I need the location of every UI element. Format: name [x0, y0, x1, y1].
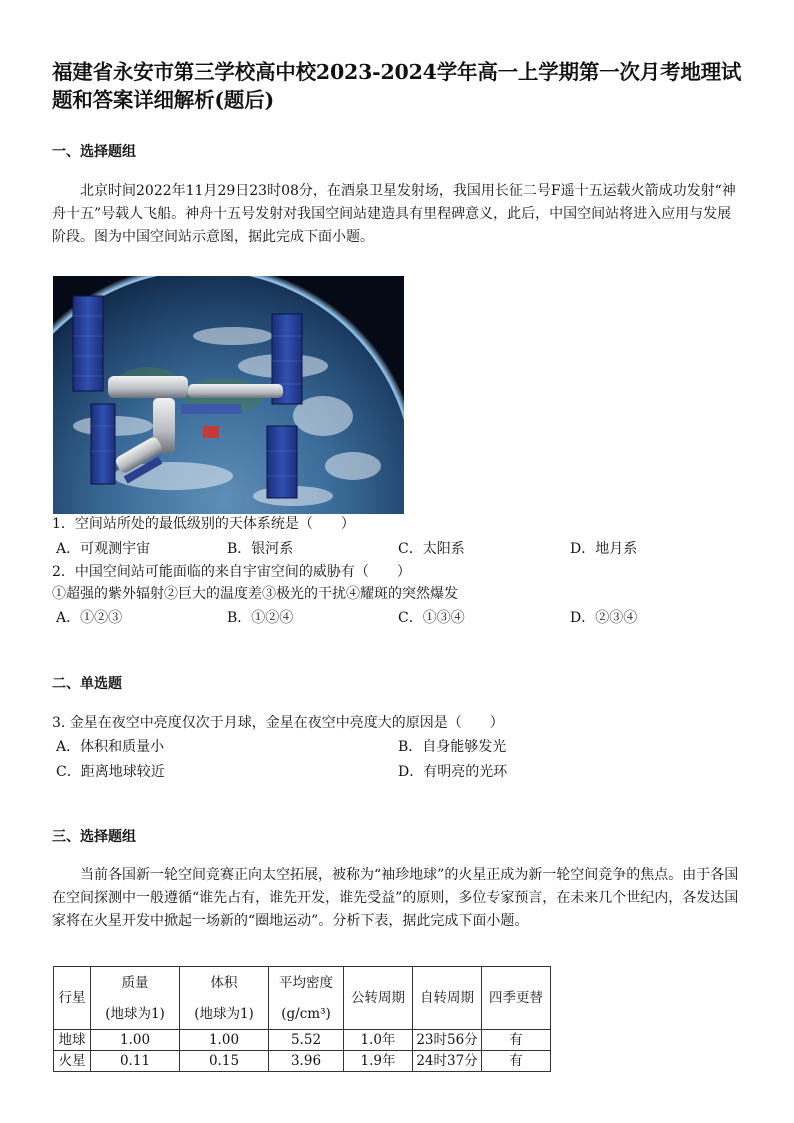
q2-option-b[interactable]: B．①②④	[227, 610, 294, 626]
question-2-options	[52, 607, 752, 629]
header-seasons: 四季更替	[482, 967, 551, 1030]
section-heading-2: 二、单选题	[52, 676, 122, 692]
question-3-options-row1	[52, 736, 752, 758]
cell: 23时56分	[413, 1030, 482, 1051]
q1-option-c[interactable]: C．太阳系	[398, 541, 465, 557]
cell: 0.15	[180, 1051, 269, 1072]
cell: 3.96	[269, 1051, 344, 1072]
header-mass-unit: (地球为1)	[91, 998, 180, 1030]
q2-option-d[interactable]: D．②③④	[570, 610, 638, 626]
q3-option-b[interactable]: B．自身能够发光	[398, 739, 507, 755]
cell: 1.0年	[344, 1030, 413, 1051]
cell: 5.52	[269, 1030, 344, 1051]
space-station-image	[53, 276, 404, 514]
header-rotation: 自转周期	[413, 967, 482, 1030]
q3-option-a[interactable]: A．体积和质量小	[56, 739, 165, 755]
planet-comparison-table	[53, 966, 551, 1072]
cell: 地球	[54, 1030, 91, 1051]
q1-option-d[interactable]: D．地月系	[570, 541, 638, 557]
q2-option-a[interactable]: A．①②③	[56, 610, 123, 626]
cell: 1.00	[180, 1030, 269, 1051]
header-planet: 行星	[54, 967, 91, 1030]
table-row	[54, 1030, 551, 1051]
cell: 1.9年	[344, 1051, 413, 1072]
q2-option-c[interactable]: C．①③④	[398, 610, 465, 626]
question-1-stem: 1．空间站所处的最低级别的天体系统是（ ）	[52, 516, 355, 532]
cell: 有	[482, 1030, 551, 1051]
cell: 火星	[54, 1051, 91, 1072]
header-density-unit: (g/cm³)	[269, 998, 344, 1030]
header-mass: 质量	[91, 967, 180, 999]
q3-option-c[interactable]: C．距离地球较近	[56, 764, 165, 780]
section3-intro: 当前各国新一轮空间竞赛正向太空拓展，被称为“袖珍地球”的火星正成为新一轮空间竞争的焦点。由于各国在空间探测中一般遵循“谁先占有，谁先开发，谁先受益”的原则，多位专家预言，在未来几个世纪内，各发达国家将在火星开发中掀起一场新的“圈地运动”。分析下表，据此完成下面小题。	[52, 867, 739, 929]
table-row	[54, 1051, 551, 1072]
question-2-statements: ①超强的紫外辐射②巨大的温度差③极光的干扰④耀斑的突然爆发	[52, 586, 458, 602]
header-density: 平均密度	[269, 967, 344, 999]
document-title: 福建省永安市第三学校高中校2023-2024学年高一上学期第一次月考地理试题和答案详细解析(题后)	[52, 60, 742, 112]
cell: 1.00	[91, 1030, 180, 1051]
header-revolution: 公转周期	[344, 967, 413, 1030]
table-header-row	[54, 967, 551, 999]
question-2-stem: 2．中国空间站可能面临的来自宇宙空间的威胁有（ ）	[52, 564, 411, 580]
cell: 24时37分	[413, 1051, 482, 1072]
question-3-stem: 3. 金星在夜空中亮度仅次于月球，金星在夜空中亮度大的原因是（ ）	[52, 715, 504, 731]
section1-intro: 北京时间2022年11月29日23时08分，在酒泉卫星发射场，我国用长征二号F遥十五运载火箭成功发射“神舟十五”号载人飞船。神舟十五号发射对我国空间站建造具有里程碑意义，此后，中国空间站将进入应用与发展阶段。图为中国空间站示意图，据此完成下面小题。	[52, 183, 736, 245]
section-heading-3: 三、选择题组	[52, 829, 136, 845]
q1-option-b[interactable]: B．银河系	[227, 541, 294, 557]
section-heading-1: 一、选择题组	[52, 144, 136, 160]
header-volume-unit: (地球为1)	[180, 998, 269, 1030]
cell: 有	[482, 1051, 551, 1072]
cell: 0.11	[91, 1051, 180, 1072]
q3-option-d[interactable]: D．有明亮的光环	[398, 764, 508, 780]
question-3-options-row2	[52, 761, 752, 783]
header-volume: 体积	[180, 967, 269, 999]
space-station-illustration	[53, 276, 404, 514]
question-1-options	[52, 538, 752, 560]
q1-option-a[interactable]: A．可观测宇宙	[56, 541, 151, 557]
